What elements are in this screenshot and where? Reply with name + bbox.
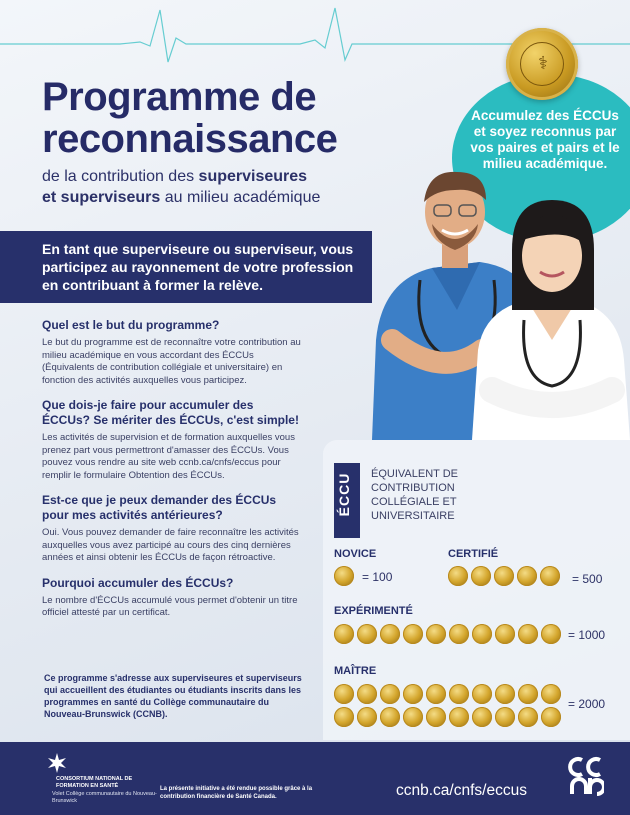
- eccu-coin-icon: [334, 624, 354, 644]
- eccu-coin-icon: [472, 707, 492, 727]
- funding-note: La présente initiative a été rendue possible grâce à la contribution financière de Santé Canada.: [160, 786, 313, 800]
- eccu-coin-icon: [334, 566, 354, 586]
- eccu-tab-label: ÉCCU: [336, 472, 352, 517]
- eccu-def-line-4: UNIVERSITAIRE: [371, 510, 455, 522]
- eccu-coin-icon: [403, 707, 423, 727]
- ccnb-logo-icon: [568, 756, 604, 798]
- level-name: MAÎTRE: [334, 665, 377, 677]
- eccu-coin-icon: [357, 624, 377, 644]
- title-line-1: Programme de: [42, 75, 317, 119]
- eccu-coin-icon: [380, 707, 400, 727]
- eccu-coin-icon: [403, 624, 423, 644]
- faq-question-1: Quel est le but du programme?: [42, 318, 220, 332]
- subtitle-bold-1: superviseures: [198, 168, 308, 185]
- faq-question-2: Que dois-je faire pour accumuler des ÉCCUs? Se mériter des ÉCCUs, c'est simple!: [42, 398, 299, 427]
- health-professionals-illustration: [362, 150, 630, 440]
- faq-answer-1: Le but du programme est de reconnaître votre contribution au milieu académique en vous accordant des ÉCCUs (Équivalents de contribution collégiale et universitaire) en fonction des activités auxquelles vous participez.: [42, 337, 301, 386]
- eccu-coin-icon: [472, 684, 492, 704]
- faq-answer-4: Le nombre d'ÉCCUs accumulé vous permet d'obtenir un titre officiel attesté par un certificat.: [42, 594, 298, 618]
- cnfs-org-name: CONSORTIUM NATIONAL DE FORMATION EN SANTÉ: [56, 776, 133, 789]
- faq-answer-3: Oui. Vous pouvez demander de faire reconnaître les activités auxquelles vous avez participé au cours des cinq dernières années et ainsi obtenir les ÉCCUs de façon rétroactive.: [42, 527, 299, 563]
- gold-seal-icon: ⚕: [506, 28, 578, 100]
- eccu-definition: [371, 467, 491, 523]
- audience-note: Ce programme s'adresse aux superviseures et superviseurs qui accueillent des étudiantes ou étudiants inscrits dans les programmes en santé du Collège communautaire du Nouveau-Brunswick (CCNB).: [44, 673, 302, 719]
- eccu-coin-icon: [403, 684, 423, 704]
- cnfs-logo-icon: [46, 752, 68, 774]
- eccu-coin-icon: [471, 566, 491, 586]
- eccu-coin-icon: [518, 684, 538, 704]
- eccu-def-line-1: ÉQUIVALENT DE: [371, 468, 459, 480]
- eccu-coin-icon: [517, 566, 537, 586]
- eccu-def-line-2: CONTRIBUTION: [371, 482, 455, 494]
- website-link[interactable]: ccnb.ca/cnfs/eccus: [396, 782, 527, 799]
- bubble-text: Accumulez des ÉCCUs et soyez reconnus par vos paires et pairs et le milieu académique.: [470, 108, 620, 171]
- eccu-coin-icon: [494, 566, 514, 586]
- cnfs-org-sub: Volet Collège communautaire du Nouveau-Brunswick: [52, 791, 157, 804]
- page-title: [42, 76, 422, 160]
- banner-text: En tant que superviseure ou superviseur, vous participez au rayonnement de votre profession en contribuant à former la relève.: [42, 241, 354, 293]
- faq-question-4: Pourquoi accumuler des ÉCCUs?: [42, 575, 234, 590]
- eccu-coin-icon: [472, 624, 492, 644]
- eccu-coin-icon: [449, 624, 469, 644]
- eccu-coin-icon: [426, 684, 446, 704]
- eccu-coin-icon: [540, 566, 560, 586]
- level-value: = 100: [362, 570, 393, 584]
- level-value: = 1000: [568, 628, 606, 642]
- eccu-coin-icon: [357, 684, 377, 704]
- level-value: = 2000: [568, 697, 606, 711]
- subtitle-bold-2: et superviseurs: [42, 189, 161, 206]
- eccu-coin-icon: [334, 707, 354, 727]
- eccu-coin-icon: [449, 684, 469, 704]
- eccu-coin-icon: [334, 684, 354, 704]
- eccu-coin-icon: [495, 624, 515, 644]
- subtitle-pre: de la contribution des: [42, 168, 199, 185]
- eccu-coin-icon: [380, 684, 400, 704]
- eccu-coin-icon: [518, 624, 538, 644]
- eccu-coin-icon: [357, 707, 377, 727]
- eccu-coin-icon: [495, 684, 515, 704]
- eccu-coin-icon: [380, 624, 400, 644]
- eccu-coin-icon: [449, 707, 469, 727]
- level-value: = 500: [572, 572, 603, 586]
- page-subtitle: [42, 166, 372, 208]
- subtitle-post: au milieu académique: [160, 189, 321, 206]
- eccu-coin-icon: [426, 707, 446, 727]
- title-line-2: reconnaissance: [42, 117, 338, 161]
- faq-section: [42, 318, 302, 631]
- level-name: NOVICE: [334, 548, 377, 560]
- eccu-coin-icon: [541, 624, 561, 644]
- eccu-coin-icon: [448, 566, 468, 586]
- level-name: EXPÉRIMENTÉ: [334, 605, 413, 617]
- eccu-coin-icon: [541, 684, 561, 704]
- eccu-def-line-3: COLLÉGIALE ET: [371, 496, 457, 508]
- faq-answer-2: Les activités de supervision et de formation auxquelles vous prenez part vous permettront d'amasser des ÉCCUs. Vous pouvez vous rendre au site web ccnb.ca/cnfs/eccus pour remplir le formulaire Obtention des ÉCCUs.: [42, 432, 295, 481]
- level-name: CERTIFIÉ: [448, 548, 499, 560]
- eccu-coin-icon: [426, 624, 446, 644]
- eccu-coin-icon: [518, 707, 538, 727]
- eccu-coin-icon: [495, 707, 515, 727]
- eccu-coin-icon: [541, 707, 561, 727]
- faq-question-3: Est-ce que je peux demander des ÉCCUs pour mes activités antérieures?: [42, 493, 277, 522]
